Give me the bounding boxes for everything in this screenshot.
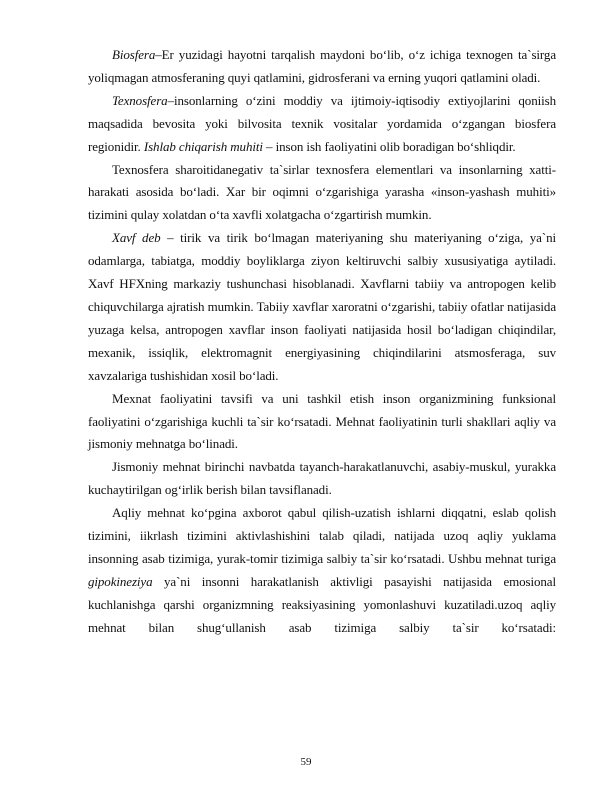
paragraph-text: Mexnat faoliyatini tavsifi va uni tashkil etish inson organizmining funksional faoliyatini o‘zgarishiga kuchli ta`sir ko‘rsatadi. Mehnat faoliyatinin turli shakllari aqliy va jismoniy mehnatga bo‘linadi. xyxy=(88,390,556,452)
document-page xyxy=(88,44,556,640)
paragraph-text: Aqliy mehnat ko‘pgina axborot qabul qilish-uzatish ishlarni diqqatni, eslab qolish tizimini, iikrlash tizimini aktivlashishini talab qiladi, natijada uzoq aqliy yuklama insonning asab tizimiga, yurak-tomir tizimiga salbiy ta`sir ko‘rsatadi. Ushbu mehnat turiga xyxy=(88,505,556,566)
paragraph-texnosfera xyxy=(88,90,556,159)
term-xavf: Xavf deb xyxy=(112,230,161,246)
paragraph-text: Texnosfera sharoitidanegativ ta`sirlar texnosfera elementlari va insonlarning xatti-harakati asosida bo‘ladi. Xar bir oqimni o‘zgarishiga yarasha «inson-yashash muhiti» tizimini qulay xolatdan o‘ta xavfli xolatgacha o‘zgartirish mumkin. xyxy=(88,161,556,223)
definition-xavf: – tirik va tirik bo‘lmagan materiyaning shu materiyaning o‘ziga, ya`ni odamlarga, tabiatga, moddiy boyliklarga ziyon keltiruvchi salbiy xususiyatiga aytiladi. Xavf HFXning markaziy tushunchasi hisoblanadi. Xavflarni tabiiy va antropogen kelib chiquvchilarga ajratish mumkin. Tabiiy xavflar xaroratni o‘zgarishi, tabiiy ofatlar natijasida yuzaga kelsa, antropogen xavflar inson faoliyati natijasida hosil bo‘ladigan chiqindilar, mexanik, issiqlik, elektromagnit energiyasining chiqindilarini atsmosferaga, suv xavzalariga tushishidan xosil bo‘ladi. xyxy=(88,230,556,383)
page-number: 59 xyxy=(300,756,312,768)
paragraph-text: Jismoniy mehnat birinchi navbatda tayanch-harakatlanuvchi, asabiy-muskul, yurakka kuchaytirilgan og‘irlik berish bilan tavsiflanadi. xyxy=(88,459,556,498)
term-texnosfera: Texnosfera xyxy=(112,92,168,108)
definition-ishlab-chiqarish-muhiti: – inson ish faoliyatini olib boradigan bo‘shliqdir. xyxy=(262,138,516,154)
term-ishlab-chiqarish-muhiti: Ishlab chiqarish muhiti xyxy=(143,138,263,154)
paragraph-biosfera xyxy=(88,44,556,90)
paragraph-aqliy-mehnat xyxy=(88,502,556,639)
paragraph-mexnat-faoliyati xyxy=(88,388,556,457)
paragraph-jismoniy-mehnat xyxy=(88,456,556,502)
paragraph-xavf xyxy=(88,227,556,387)
definition-texnosfera: –insonlarning o‘zini moddiy va ijtimoiy-iqtisodiy extiyojlarini qoniish maqsadida bevosita yoki bilvosita texnik vositalar yordamida o‘zgangan biosfera regionidir. xyxy=(88,92,556,154)
term-biosfera: Biosfera xyxy=(112,47,156,62)
term-gipokineziya: gipokineziya xyxy=(88,573,153,589)
paragraph-text-continued: ya`ni insonni harakatlanish aktivligi pasayishi natijasida emosional kuchlanishga qarshi organizmning reaksiyasining yomonlashuvi kuzatiladi.uzoq aqliy mehnat bilan shug‘ullanish asab tizimiga salbiy ta`sir ko‘rsatadi: xyxy=(88,573,556,635)
definition-biosfera: –Er yuzidagi hayotni tarqalish maydoni bo‘lib, o‘z ichiga texnogen ta`sirga yoliqmagan atmosferaning quyi qatlamini, gidrosferani va erning yuqori qatlamini oladi. xyxy=(88,47,556,85)
paragraph-negative-effects xyxy=(88,159,556,228)
